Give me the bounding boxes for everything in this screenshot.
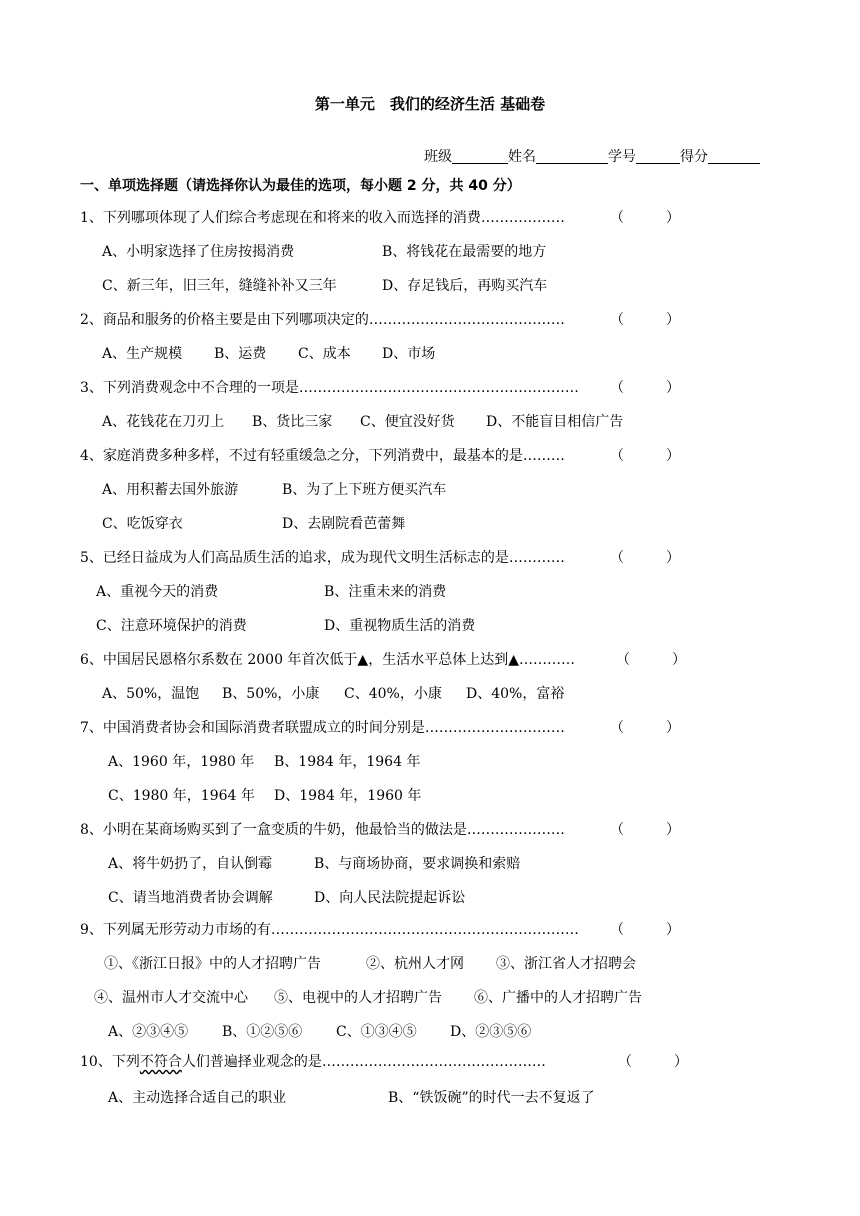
option-b: B、与商场协商，要求调换和索赔 — [314, 856, 521, 872]
option-d: D、市场 — [382, 346, 436, 362]
stem-part: 人们普遍择业观念的是………………………………………… — [181, 1054, 546, 1070]
question-stem — [80, 1053, 546, 1071]
option-c: C、请当地消费者协会调解 — [108, 890, 273, 906]
option-d: D、重视物质生活的消费 — [324, 618, 476, 634]
answer-paren[interactable]: （ ） — [610, 312, 680, 328]
option-a: A、花钱花在刀刃上 — [102, 414, 225, 430]
option-d: D、去剧院看芭蕾舞 — [282, 516, 406, 532]
name-label: 姓名 — [508, 149, 536, 165]
list-item: ③、浙江省人才招聘会 — [496, 956, 636, 972]
student-info-line — [424, 146, 760, 166]
name-blank[interactable] — [536, 149, 608, 164]
option-a: A、将牛奶扔了，自认倒霉 — [108, 856, 273, 872]
option-d: D、40%，富裕 — [466, 686, 565, 702]
option-b: B、1984 年，1964 年 — [274, 754, 421, 770]
option-b: B、50%，小康 — [222, 686, 320, 702]
question-stem: 7、中国消费者协会和国际消费者联盟成立的时间分别是………………………… — [80, 720, 565, 736]
option-a: A、50%，温饱 — [102, 686, 200, 702]
page-title: 第一单元 我们的经济生活 基础卷 — [314, 95, 546, 113]
stem-part: 10、下列 — [80, 1054, 140, 1070]
option-b: B、将钱花在最需要的地方 — [382, 244, 547, 260]
question-stem: 3、下列消费观念中不合理的一项是…………………………………………………… — [80, 380, 579, 396]
option-b: B、货比三家 — [252, 414, 333, 430]
list-item: ④、温州市人才交流中心 — [94, 990, 248, 1006]
class-blank[interactable] — [452, 149, 508, 164]
option-b: B、注重未来的消费 — [324, 584, 447, 600]
option-b: B、“铁饭碗”的时代一去不复返了 — [388, 1090, 595, 1106]
list-item: ①、《浙江日报》中的人才招聘广告 — [104, 956, 321, 972]
option-a: A、1960 年，1980 年 — [108, 754, 255, 770]
answer-paren[interactable]: （ ） — [610, 720, 680, 736]
option-b: B、运费 — [214, 346, 267, 362]
option-b: B、①②⑤⑥ — [222, 1024, 303, 1040]
answer-paren[interactable]: （ ） — [610, 822, 680, 838]
number-blank[interactable] — [636, 149, 680, 164]
class-label: 班级 — [424, 149, 452, 165]
question-stem: 4、家庭消费多种多样，不过有轻重缓急之分，下列消费中，最基本的是……… — [80, 448, 565, 464]
question-stem: 8、小明在某商场购买到了一盒变质的牛奶，他最恰当的做法是………………… — [80, 822, 565, 838]
option-c: C、1980 年，1964 年 — [108, 788, 255, 804]
list-item: ②、杭州人才网 — [366, 956, 464, 972]
question-stem: 2、商品和服务的价格主要是由下列哪项决定的…………………………………… — [80, 312, 565, 328]
option-a: A、小明家选择了住房按揭消费 — [102, 244, 295, 260]
option-c: C、40%，小康 — [344, 686, 442, 702]
option-c: C、吃饭穿衣 — [102, 516, 183, 532]
option-c: C、便宜没好货 — [360, 414, 455, 430]
option-a: A、生产规模 — [102, 346, 183, 362]
answer-paren[interactable]: （ ） — [616, 652, 686, 668]
list-item: ⑤、电视中的人才招聘广告 — [274, 990, 442, 1006]
option-b: B、为了上下班方便买汽车 — [282, 482, 447, 498]
question-stem: 9、下列属无形劳动力市场的有………………………………………………………… — [80, 922, 579, 938]
answer-paren[interactable]: （ ） — [610, 922, 680, 938]
question-stem: 6、中国居民恩格尔系数在 2000 年首次低于▲，生活水平总体上达到▲………… — [80, 652, 575, 668]
option-c: C、新三年，旧三年，缝缝补补又三年 — [102, 278, 337, 294]
option-a: A、用积蓄去国外旅游 — [102, 482, 239, 498]
option-c: C、①③④⑤ — [336, 1024, 417, 1040]
option-d: D、存足钱后，再购买汽车 — [382, 278, 548, 294]
option-d: D、不能盲目相信广告 — [486, 414, 624, 430]
option-c: C、成本 — [298, 346, 351, 362]
score-label: 得分 — [680, 149, 708, 165]
answer-paren[interactable]: （ ） — [610, 448, 680, 464]
score-blank[interactable] — [708, 149, 760, 164]
option-a: A、②③④⑤ — [108, 1024, 189, 1040]
option-d: D、向人民法院提起诉讼 — [314, 890, 466, 906]
option-a: A、主动选择合适自己的职业 — [108, 1090, 287, 1106]
answer-paren[interactable]: （ ） — [610, 210, 680, 226]
list-item: ⑥、广播中的人才招聘广告 — [474, 990, 642, 1006]
option-d: D、②③⑤⑥ — [450, 1024, 532, 1040]
option-c: C、注意环境保护的消费 — [96, 618, 247, 634]
question-stem: 1、下列哪项体现了人们综合考虑现在和将来的收入而选择的消费……………… — [80, 210, 565, 226]
option-d: D、1984 年，1960 年 — [274, 788, 422, 804]
emphasis-text: 不符合 — [139, 1054, 182, 1070]
answer-paren[interactable]: （ ） — [610, 380, 680, 396]
section-heading: 一、单项选择题（请选择你认为最佳的选项，每小题 2 分，共 40 分） — [80, 178, 521, 194]
answer-paren[interactable]: （ ） — [618, 1054, 688, 1070]
number-label: 学号 — [608, 149, 636, 165]
question-stem: 5、已经日益成为人们高品质生活的追求，成为现代文明生活标志的是………… — [80, 550, 565, 566]
answer-paren[interactable]: （ ） — [610, 550, 680, 566]
option-a: A、重视今天的消费 — [96, 584, 219, 600]
